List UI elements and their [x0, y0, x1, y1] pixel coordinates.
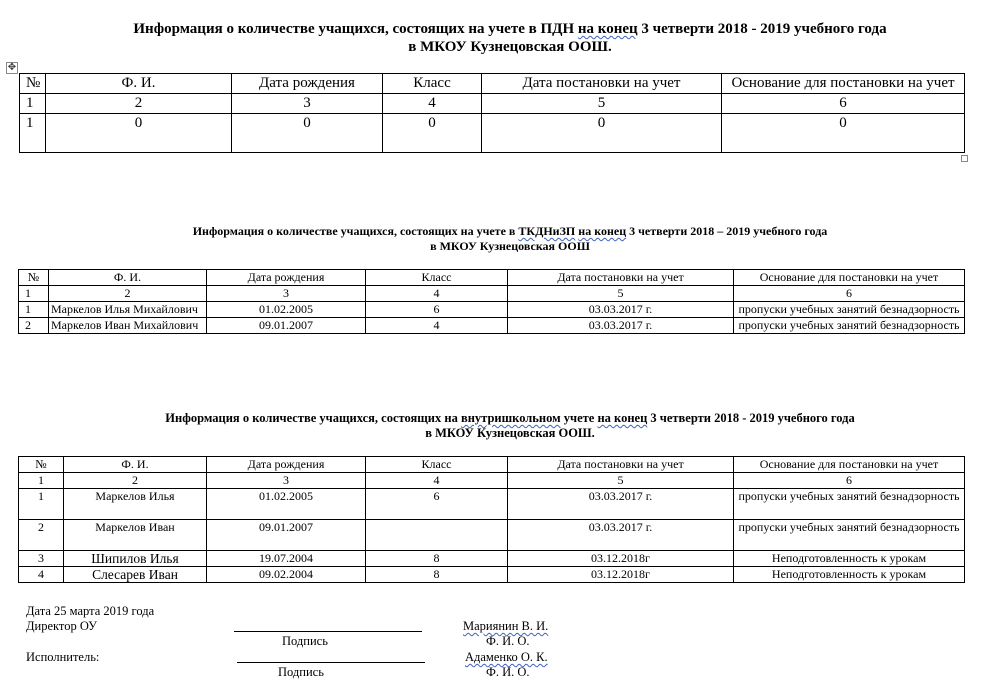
table-cell: 4 [19, 567, 64, 583]
table-cell: 3 [207, 286, 366, 302]
table-cell: Маркелов Илья Михайлович [49, 302, 207, 318]
col-header-registration-date: Дата постановки на учет [482, 74, 722, 94]
table-cell: Неподготовленность к урокам [734, 551, 965, 567]
table-cell: 3 [207, 473, 366, 489]
table-cell: 09.01.2007 [207, 318, 366, 334]
pdn-table [19, 73, 965, 153]
table-cell: Маркелов Илья [64, 489, 207, 520]
table-cell: 5 [482, 94, 722, 114]
director-fio-caption: Ф. И. О. [486, 634, 530, 648]
table-cell: 01.02.2005 [207, 302, 366, 318]
table-cell: Шипилов Илья [64, 551, 207, 567]
table-cell: 0 [46, 114, 232, 153]
table-cell: 09.01.2007 [207, 520, 366, 551]
col-header-birthdate: Дата рождения [207, 457, 366, 473]
table-header-row [19, 270, 965, 286]
table-row [19, 302, 965, 318]
table-resize-handle[interactable] [961, 155, 968, 162]
table-cell: Маркелов Иван Михайлович [49, 318, 207, 334]
table-cell: 03.03.2017 г. [508, 520, 734, 551]
table-cell: пропуски учебных занятий безнадзорность [734, 318, 965, 334]
table-cell: 0 [383, 114, 482, 153]
col-header-number: № [20, 74, 46, 94]
table-row [19, 473, 965, 489]
table-cell: 4 [366, 473, 508, 489]
table-cell: 0 [482, 114, 722, 153]
director-signature-caption: Подпись [282, 634, 328, 648]
table-row [19, 520, 965, 551]
table-cell: пропуски учебных занятий безнадзорность [734, 489, 965, 520]
table-cell: 03.12.2018г [508, 551, 734, 567]
table-cell: 3 [232, 94, 383, 114]
table-cell: 6 [722, 94, 965, 114]
table-row [19, 286, 965, 302]
col-header-class: Класс [366, 270, 508, 286]
table-cell: 1 [20, 94, 46, 114]
table-cell: 1 [19, 473, 64, 489]
executor-name: Адаменко О. К. [465, 650, 548, 664]
table-cell: 0 [232, 114, 383, 153]
table-move-handle-icon[interactable]: ✥ [7, 62, 17, 73]
table-cell: пропуски учебных занятий безнадзорность [734, 302, 965, 318]
table-cell: 3 [19, 551, 64, 567]
table-cell: Слесарев Иван [64, 567, 207, 583]
table-header-row [19, 457, 965, 473]
col-header-number: № [19, 457, 64, 473]
table-cell: 03.03.2017 г. [508, 318, 734, 334]
table-cell: 2 [49, 286, 207, 302]
table-cell: 03.03.2017 г. [508, 302, 734, 318]
table-cell: 03.03.2017 г. [508, 489, 734, 520]
col-header-reason: Основание для постановки на учет [722, 74, 965, 94]
table-cell: 4 [366, 286, 508, 302]
col-header-registration-date: Дата постановки на учет [508, 270, 734, 286]
table-cell: 6 [734, 286, 965, 302]
executor-signature-caption: Подпись [278, 665, 324, 679]
table-cell: 09.02.2004 [207, 567, 366, 583]
section2-title: Информация о количестве учащихся, состоящих на учете в ТКДНиЗП на конец 3 четверти 2018 – 2019 учебного года в МКОУ Кузнецовская ООШ [192, 224, 828, 253]
table-cell: 6 [734, 473, 965, 489]
col-header-name: Ф. И. [64, 457, 207, 473]
section1-title: Информация о количестве учащихся, состоящих на учете в ПДН на конец 3 четверти 2018 - 2019 учебного года в МКОУ Кузнецовская ООШ. [133, 21, 887, 55]
col-header-class: Класс [366, 457, 508, 473]
table-cell [366, 520, 508, 551]
table-cell: 8 [366, 567, 508, 583]
table-cell: 6 [366, 489, 508, 520]
col-header-class: Класс [383, 74, 482, 94]
col-header-reason: Основание для постановки на учет [734, 457, 965, 473]
table-cell: 5 [508, 473, 734, 489]
table-cell: Неподготовленность к урокам [734, 567, 965, 583]
table-cell: 8 [366, 551, 508, 567]
table-cell: 03.12.2018г [508, 567, 734, 583]
director-label: Директор ОУ [26, 619, 98, 633]
table-cell: Маркелов Иван [64, 520, 207, 551]
table-cell: 2 [19, 520, 64, 551]
table-cell: пропуски учебных занятий безнадзорность [734, 520, 965, 551]
table-header-row [20, 74, 965, 94]
director-name: Мариянин В. И. [463, 619, 549, 633]
internal-register-table [18, 456, 965, 583]
col-header-name: Ф. И. [49, 270, 207, 286]
table-row [19, 489, 965, 520]
executor-label: Исполнитель: [26, 650, 100, 664]
col-header-registration-date: Дата постановки на учет [508, 457, 734, 473]
tkdnizp-table [18, 269, 965, 334]
director-signature-line [234, 631, 422, 632]
table-cell: 4 [383, 94, 482, 114]
table-cell: 0 [722, 114, 965, 153]
table-row [20, 114, 965, 153]
report-date: Дата 25 марта 2019 года [26, 604, 155, 618]
table-cell: 2 [19, 318, 49, 334]
table-row [19, 318, 965, 334]
col-header-birthdate: Дата рождения [232, 74, 383, 94]
col-header-number: № [19, 270, 49, 286]
col-header-birthdate: Дата рождения [207, 270, 366, 286]
section3-title: Информация о количестве учащихся, состоящих на внутришкольном учете на конец 3 четверти 2018 - 2019 учебного года в МКОУ Кузнецовская ООШ. [165, 411, 855, 440]
table-row [19, 551, 965, 567]
executor-fio-caption: Ф. И. О. [486, 665, 530, 679]
table-cell: 01.02.2005 [207, 489, 366, 520]
table-cell: 1 [20, 114, 46, 153]
col-header-name: Ф. И. [46, 74, 232, 94]
table-cell: 19.07.2004 [207, 551, 366, 567]
table-cell: 1 [19, 489, 64, 520]
executor-signature-line [237, 662, 425, 663]
table-cell: 1 [19, 286, 49, 302]
table-cell: 4 [366, 318, 508, 334]
table-cell: 2 [64, 473, 207, 489]
col-header-reason: Основание для постановки на учет [734, 270, 965, 286]
table-cell: 6 [366, 302, 508, 318]
table-cell: 5 [508, 286, 734, 302]
table-cell: 1 [19, 302, 49, 318]
table-row [20, 94, 965, 114]
table-row [19, 567, 965, 583]
table-cell: 2 [46, 94, 232, 114]
